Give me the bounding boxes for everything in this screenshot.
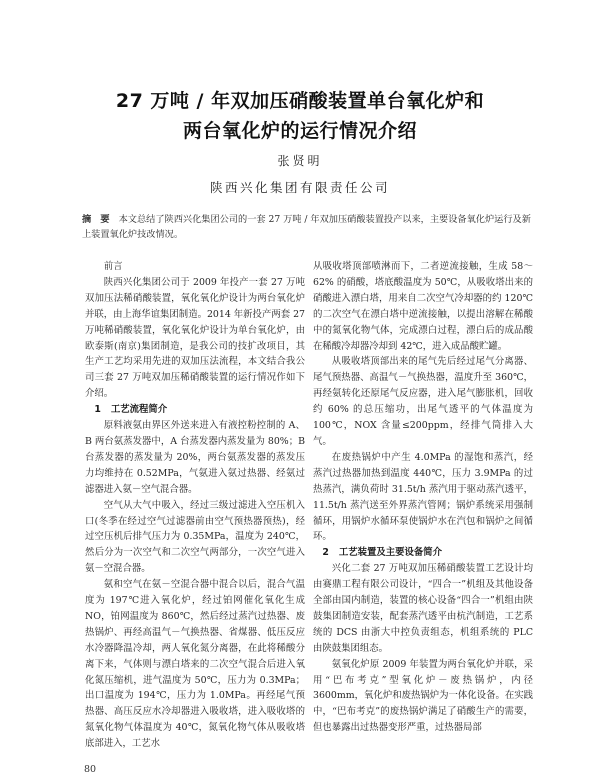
section-1-paragraph-2: 空气从大气中吸入，经过三级过滤进入空压机入口(冬季在经过空气过滤器前由空气预热器预热)，经过空压机后排气压力为 0.35MPa，温度为 240℃，然后分为一次空气和二次空气两部分，一次空气进入氨－空混合器。	[85, 499, 305, 575]
preface-heading: 前言	[103, 261, 123, 272]
section-2-paragraph-2: 氨氧化炉原 2009 年装置为两台氧化炉并联，采用“巴布考克”型氧化炉－废热锅炉，内径 3600mm，氧化炉和废热锅炉为一体化设备。在实践中，“巴布考克”的废热锅炉满足了硝酸生产的需要，但也暴露出过热器变形严重，过热器局部	[313, 658, 533, 734]
section-2-heading	[313, 545, 533, 561]
section-1-number: 1	[94, 404, 101, 416]
continued-paragraph: 从吸收塔顶部喷淋而下，二者逆流接触，生成 58～62% 的硝酸，塔底酸温度为 50℃，从吸收塔出来的硝酸进入漂白塔，用来自二次空气冷却器的约 120℃的二次空气在漂白塔中逆流接触，以提出溶解在稀酸中的氮氧化物气体，完成漂白过程，漂白后的成品酸在稀酸冷却器冷却到 42℃，进入成品酸贮罐。	[313, 261, 533, 352]
section-2-number: 2	[322, 547, 329, 559]
paper-title-line-1: 27 万吨 / 年双加压硝酸装置单台氧化炉和	[115, 90, 485, 112]
abstract-text: 本文总结了陕西兴化集团公司的一套 27 万吨 / 年双加压硝酸装置投产以来，主要设备氧化炉运行及新上装置氧化炉技改情况。	[82, 214, 531, 240]
right-column	[313, 259, 533, 736]
abstract-label: 摘 要	[82, 214, 113, 225]
section-1-paragraph-3: 氨和空气在氨－空混合器中混合以后，混合气温度为 197℃进入氧化炉，经过铂网催化氧化生成 NO，铂网温度为 860℃，然后经过蒸汽过热器、废热锅炉、再经高温气－气换热器、省煤器、低压反应水冷器降温冷却，两人氧化氮分离器，在此将稀酸分离下来，气体则与漂白塔来的二次空气混合后进入氧化氮压缩机，进气温度为 50℃，压力为 0.3MPa；出口温度为 194℃，压力为 1.0MPa。再经尾气预热器、高压反应水冷却器进入吸收塔，进入吸收塔的氮氧化物气体温度为 40℃，氮氧化物气体从吸收塔底部进入，工艺水	[85, 579, 305, 750]
preface-paragraph: 陕西兴化集团公司于 2009 年投产一套 27 万吨双加压法稀硝酸装置，氧化氧化炉设计为两台氧化炉并联，由上海华谊集团制造。2014 年新投产两套 27 万吨稀硝酸装置，氧化氧化炉设计为单台氧化炉，由欧泰斯(南京)集团制造，是我公司的技扩改项目，其生产工艺均采用先进的双加压法流程，本文结合我公司三套 27 万吨双加压稀硝酸装置的运行情况作如下介绍。	[85, 276, 305, 400]
section-2-title: 工艺装置及主要设备简介	[338, 547, 443, 559]
left-column	[85, 259, 305, 752]
section-2-paragraph-1: 兴化二套 27 万吨双加压稀硝酸装置工艺设计均由赛鼎工程有限公司设计，“四合一”机组及其他设备全部由国内制造，装置的核心设备“四合一”机组由陕鼓集团制造安装，配套蒸汽透平由杭汽制造，工艺系统的 DCS 由浙大中控负责组态，机组系统的 PLC 由陕鼓集团组态。	[313, 563, 533, 654]
paper-title-line-2: 两台氧化炉的运行情况介绍	[182, 120, 417, 142]
abstract	[82, 212, 532, 242]
page-number: 80	[84, 764, 97, 775]
tail-gas-paragraph: 从吸收塔顶部出来的尾气先后经过尾气分离器、尾气预热器、高温气－气换热器，温度升至 360℃，再经氨转化还原尾气反应器，进入尾气膨胀机，回收约 60% 的总压缩功，出尾气透平的气体温度为 100℃，NOX 含量≤200ppm，经排气筒排入大气。	[313, 356, 533, 447]
section-1-heading	[85, 402, 305, 418]
section-1-title: 工艺流程简介	[110, 404, 168, 416]
steam-paragraph: 在废热锅炉中产生 4.0MPa 的湿饱和蒸汽，经蒸汽过热器加热到温度 440℃，压力 3.9MPa 的过热蒸汽，满负荷时 31.5t/h 蒸汽用于驱动蒸汽透平，11.5t/h 蒸汽送至外界蒸汽管网；锅炉系统采用强制循环，用锅炉水循环泵使锅炉水在汽包和锅炉之间循环。	[313, 451, 533, 543]
author-name: 张贤明	[277, 154, 323, 168]
section-1-paragraph-1: 原料液氨由界区外送来进入有液控粉控制的 A、B 两台氨蒸发器中，A 台蒸发器内蒸发量为 80%；B 台蒸发器的蒸发量为 20%，两台氨蒸发器的蒸发压力均维持在 0.52MPa，气氨进入氨过热器、经氨过滤器进入氨－空气混合器。	[85, 420, 305, 495]
author-affiliation: 陕西兴化集团有限责任公司	[209, 180, 390, 195]
